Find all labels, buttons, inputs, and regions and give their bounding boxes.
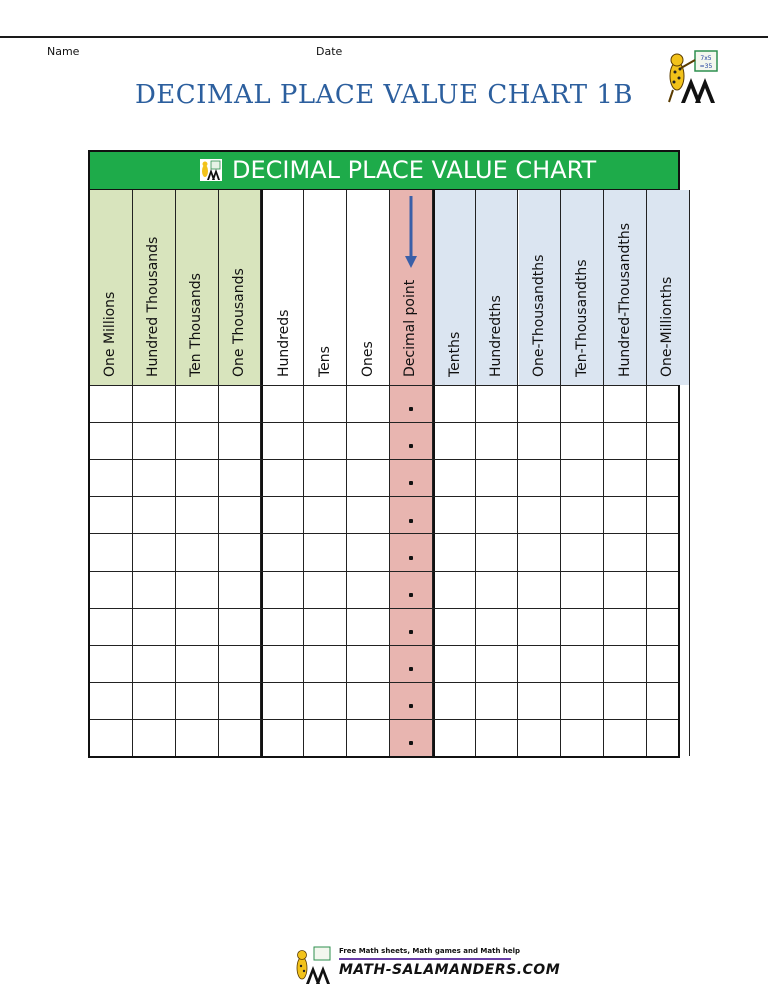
column-header bbox=[304, 190, 347, 385]
page-title: DECIMAL PLACE VALUE CHART 1B bbox=[134, 80, 634, 110]
decimal-point-dot bbox=[409, 667, 413, 671]
column-label: Tens bbox=[316, 346, 333, 377]
column-label: Hundred-Thousandths bbox=[616, 222, 633, 377]
footer-brand bbox=[292, 944, 561, 988]
top-rule bbox=[0, 36, 768, 38]
footer-site: MATH-SALAMANDERS.COM bbox=[339, 962, 561, 978]
column-header bbox=[176, 190, 219, 385]
row-divider bbox=[90, 422, 678, 423]
column-header bbox=[133, 190, 176, 385]
column-header bbox=[476, 190, 519, 385]
chart-title: DECIMAL PLACE VALUE CHART bbox=[232, 156, 597, 184]
row-divider bbox=[90, 533, 678, 534]
decimal-point-dot bbox=[409, 593, 413, 597]
column-header bbox=[219, 190, 262, 385]
footer-divider bbox=[339, 958, 511, 960]
salamander-logo-icon bbox=[661, 48, 721, 108]
decimal-point-dot bbox=[409, 556, 413, 560]
row-divider bbox=[90, 719, 678, 720]
column-label: One-Millionths bbox=[659, 276, 676, 377]
svg-text:7x5: 7x5 bbox=[700, 55, 712, 62]
salamander-logo-icon bbox=[292, 946, 334, 986]
salamander-logo-icon bbox=[200, 159, 222, 181]
column-header bbox=[90, 190, 133, 385]
name-label: Name bbox=[47, 45, 80, 58]
column-label: Hundreds bbox=[275, 309, 292, 377]
svg-text:=35: =35 bbox=[699, 63, 713, 70]
decimal-point-dot bbox=[409, 704, 413, 708]
column-label: Hundredths bbox=[488, 295, 505, 377]
column-header bbox=[261, 190, 304, 385]
column-header bbox=[604, 190, 647, 385]
column-header bbox=[519, 190, 562, 385]
decimal-point-dot bbox=[409, 741, 413, 745]
column-header bbox=[347, 190, 390, 385]
column-label: Hundred Thousands bbox=[145, 236, 162, 377]
column-header bbox=[647, 190, 690, 385]
column-header bbox=[561, 190, 604, 385]
row-divider bbox=[90, 571, 678, 572]
column-header bbox=[433, 190, 476, 385]
row-divider bbox=[90, 645, 678, 646]
column-label: Ten-Thousandths bbox=[573, 259, 590, 377]
place-value-chart bbox=[88, 150, 680, 758]
footer-tagline: Free Math sheets, Math games and Math help bbox=[339, 947, 521, 955]
row-divider bbox=[90, 608, 678, 609]
chart-header bbox=[90, 152, 678, 190]
down-arrow-icon bbox=[404, 196, 418, 268]
column-label: One Thousands bbox=[230, 268, 247, 377]
column-label: Ones bbox=[359, 341, 376, 377]
row-divider bbox=[90, 496, 678, 497]
decimal-point-dot bbox=[409, 630, 413, 634]
column-label: One-Thousandths bbox=[530, 254, 547, 377]
column-label: Ten Thousands bbox=[188, 273, 205, 377]
column-label: One Millions bbox=[102, 291, 119, 377]
decimal-point-dot bbox=[409, 407, 413, 411]
column-header bbox=[390, 190, 433, 385]
decimal-point-dot bbox=[409, 519, 413, 523]
row-divider bbox=[90, 385, 678, 386]
row-divider bbox=[90, 682, 678, 683]
row-divider bbox=[90, 459, 678, 460]
date-label: Date bbox=[316, 45, 343, 58]
column-label: Tenths bbox=[447, 331, 464, 377]
column-label: Decimal point bbox=[402, 279, 419, 377]
